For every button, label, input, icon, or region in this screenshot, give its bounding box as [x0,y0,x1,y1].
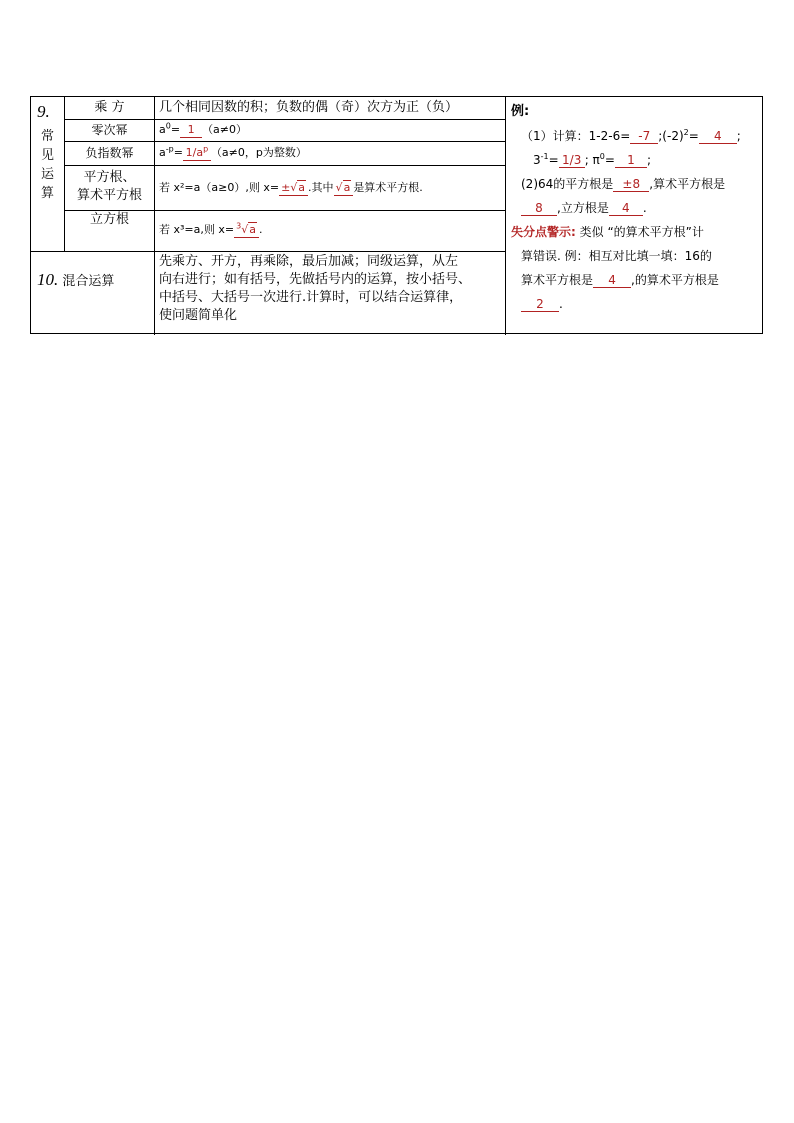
row-name-power: 乘 方 [94,100,125,115]
radical-icon: √ [241,223,249,236]
answer-blank: ±√a [279,181,308,196]
row-content-cube-root: 若 x³=a,则 x= $^3$√a . [159,221,263,236]
examples-title: 例: [511,104,530,119]
answer-blank: 4 [699,129,737,144]
answer-blank: 4 [609,201,643,216]
radical-icon: √ [290,181,298,194]
section10-content: 先乘方、开方，再乘除，最后加减；同级运算，从左 向右进行；如有括号，先做括号内的运算，按小括号、 中括号、大括号一次进行.计算时，可以结合运算律， 使问题简单化 [159,254,472,323]
row-content-zero-exponent: $a^0= 1$ （a≠0） [159,121,248,136]
warning-line4: 2 . [511,292,761,316]
example-q1b: $3^{-1}= 1/3$ ; $\pi^0= 1$ ; [533,152,651,167]
row-content-square-root: 若 x²=a（a≥0）,则 x= ±√a .其中 √a 是算术平方根. [159,181,423,194]
section9-title-char: 算 [40,186,54,201]
answer-blank: -7 [630,129,658,144]
example-q1: （1）计算：1-2-6= -7 $;(-2)^2= 4$ ; [521,128,741,143]
section10-header [37,271,154,291]
row-name-cube-root: 立方根 [89,212,129,227]
col-divider [154,97,155,335]
answer-blank: 4 [593,273,631,288]
row-name-zero-exponent: 零次幂 [91,123,128,137]
section10-name: 混合运算 [62,274,115,289]
section10-number: 10. [37,270,59,289]
warning-label: 失分点警示: [511,225,576,239]
warning-line2: 算错误. 例：相互对比填一填：16的 [521,249,712,263]
section9-title-char: 运 [40,167,54,182]
row-name-square-root: 平方根、 算术平方根 [76,170,142,203]
row-divider [64,165,505,166]
section9-number: 9. [37,102,50,121]
example-q2-cont: 8 ,立方根是 4 . [511,196,761,220]
section9-title-char: 见 [40,148,54,163]
answer-blank: 1 [180,123,202,138]
knowledge-table [30,96,763,334]
row-divider [64,141,505,142]
warning-line1: 失分点警示: 类似 “的算术平方根”计 [511,225,704,239]
radical-icon: √ [335,181,343,194]
answer-blank: √a [334,181,354,196]
section9-header [31,103,64,203]
answer-blank: ±8 [613,177,649,192]
row-content-negative-exponent: $a^{-p}= 1/a^p$ （a≠0，p为整数） [159,144,307,159]
answer-blank: 1 [615,153,647,168]
answer-blank: 2 [521,297,559,312]
section9-title-char: 常 [40,129,54,144]
row-content-power: 几个相同因数的积；负数的偶（奇）次方为正（负） [159,100,459,115]
answer-blank: $^3$√a [234,223,259,238]
warning-line3: 算术平方根是 4 ,的算术平方根是 [521,273,719,287]
row-divider [64,119,505,120]
example-q2: (2)64的平方根是 ±8 ,算术平方根是 [521,177,726,191]
examples-panel [511,100,761,316]
col-divider [505,97,506,335]
answer-blank: $1/a^p$ [183,146,211,161]
answer-blank: 8 [521,201,557,216]
row-divider [31,251,505,252]
answer-blank: 1/3 [559,153,585,168]
row-name-negative-exponent: 负指数幂 [85,146,134,160]
